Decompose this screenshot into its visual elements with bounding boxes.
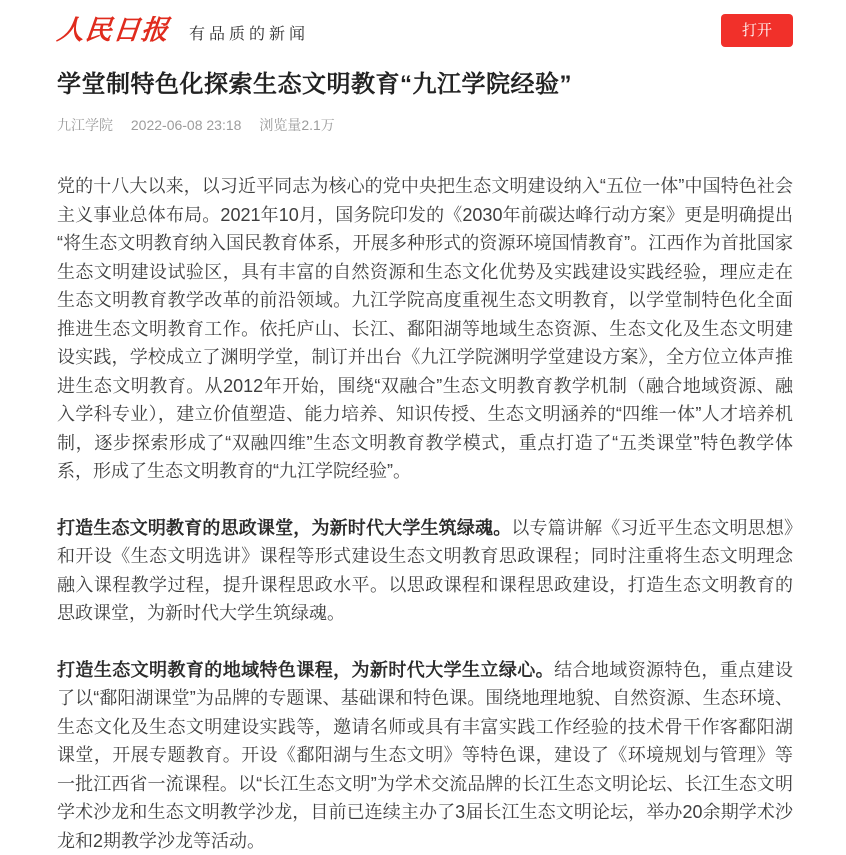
paragraph-lead: 打造生态文明教育的地域特色课程，为新时代大学生立绿心。 — [57, 659, 555, 680]
paragraph-text: 以专篇讲解《习近平生态文明思想》和开设《生态文明选讲》课程等形式建设生态文明教育思政课程；同时注重将生态文明理念融入课程教学过程，提升课程思政水平。以思政课程和课程思政建设，打造生态文明教育的思政课堂，为新时代大学生筑绿魂。 — [57, 517, 793, 624]
article-title: 学堂制特色化探索生态文明教育“九江学院经验” — [57, 71, 572, 98]
paragraph-text: 党的十八大以来，以习近平同志为核心的党中央把生态文明建设纳入“五位一体”中国特色社会主义事业总体布局。2021年10月，国务院印发的《2030年前碳达峰行动方案》更是明确提出“将生态文明教育纳入国民教育体系，开展多种形式的资源环境国情教育”。江西作为首批国家生态文明建设试验区，具有丰富的自然资源和生态文化优势及实践建设实践经验，理应走在生态文明教育教学改革的前沿领域。九江学院高度重视生态文明教育，以学堂制特色化全面推进生态文明教育工作。依托庐山、长江、鄱阳湖等地域生态资源、生态文化及生态文明建设实践，学校成立了渊明学堂，制订并出台《九江学院渊明学堂建设方案》，全方位立体声推进生态文明教育。从2012年开始，围绕“双融合”生态文明教育教学机制（融合地域资源、融入学科专业），建立价值塑造、能力培养、知识传授、生态文明涵养的“四维一体”人才培养机制，逐步探索形成了“双融四维”生态文明教育教学模式，重点打造了“五类课堂”特色教学体系，形成了生态文明教育的“九江学院经验”。 — [57, 176, 793, 482]
article-view-count: 浏览量2.1万 — [259, 117, 335, 134]
article-meta — [57, 115, 793, 135]
article-datetime: 2022-06-08 23:18 — [130, 117, 242, 134]
peoples-daily-logo: 人民日报 — [55, 14, 171, 46]
article-source: 九江学院 — [57, 117, 113, 134]
article-paragraph — [57, 656, 793, 855]
paragraph-text: 结合地域资源特色，重点建设了以“鄱阳湖课堂”为品牌的专题课、基础课和特色课。围绕地理地貌、自然资源、生态环境、生态文化及生态文明建设实践等，邀请名师或具有丰富实践工作经验的技术骨干作客鄱阳湖课堂，开展专题教育。开设《鄱阳湖与生态文明》等特色课，建设了《环境规划与管理》等一批江西省一流课程。以“长江生态文明”为学术交流品牌的长江生态文明论坛、长江生态文明学术沙龙和生态文明教学沙龙，目前已连续主办了3届长江生态文明论坛，举办20余期学术沙龙和2期教学沙龙等活动。 — [57, 659, 794, 851]
peoples-daily-logo-link[interactable] — [55, 14, 310, 46]
article-paragraph — [57, 172, 793, 486]
article-paragraph — [57, 514, 793, 628]
site-header — [57, 12, 793, 48]
site-tagline: 有品质的新闻 — [189, 25, 310, 43]
open-app-button[interactable]: 打开 — [721, 14, 793, 47]
paragraph-lead: 打造生态文明教育的思政课堂，为新时代大学生筑绿魂。 — [57, 517, 512, 538]
article-body — [57, 172, 793, 855]
